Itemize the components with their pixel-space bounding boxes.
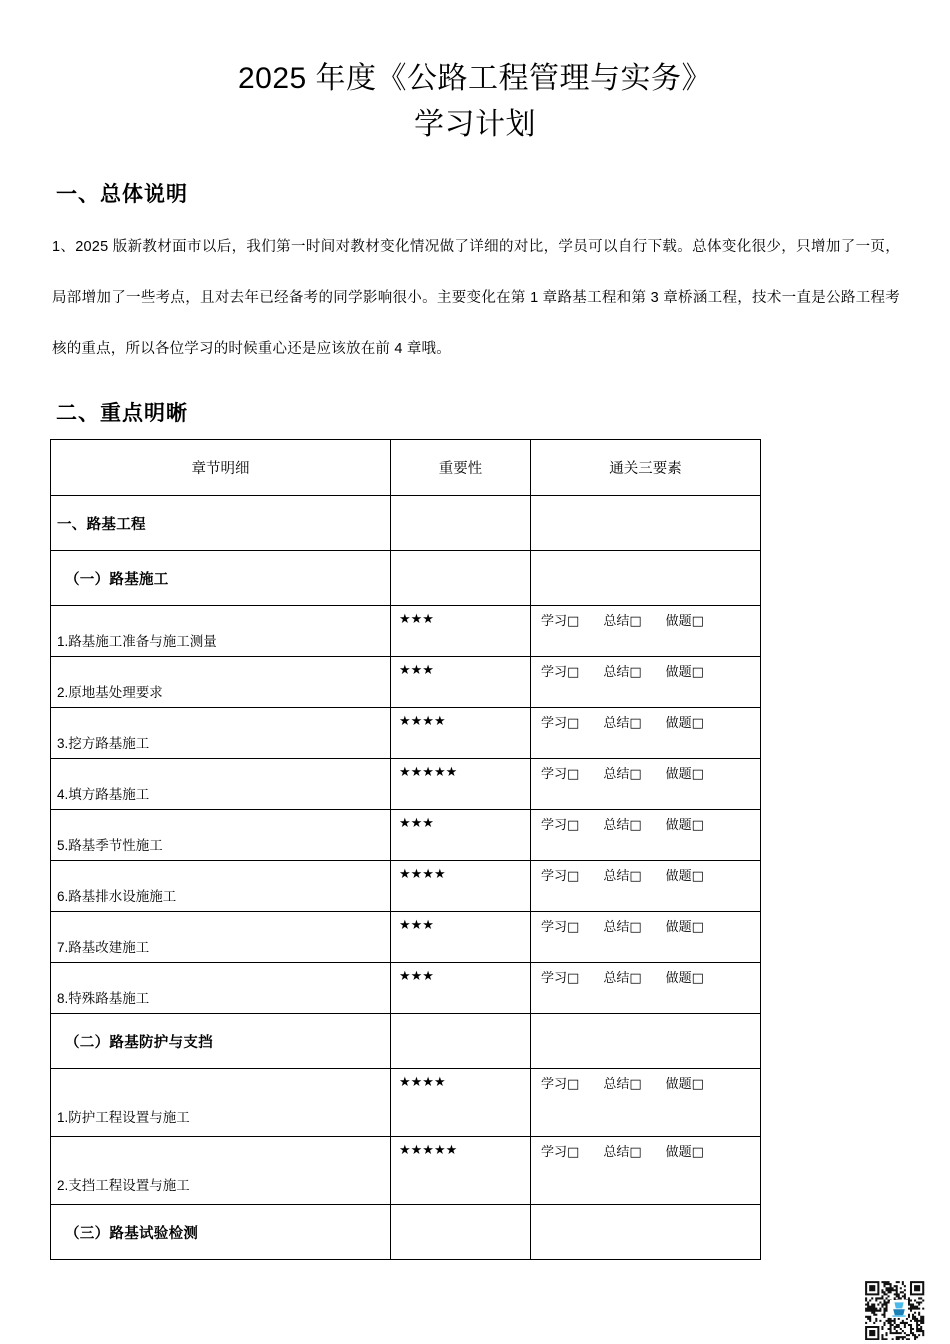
checkbox-practice-label: 做题 xyxy=(665,971,692,986)
header-cell-three-elements: 通关三要素 xyxy=(531,440,761,496)
checkbox-practice-box-icon[interactable]: □ xyxy=(691,920,704,935)
table-group-row xyxy=(51,1014,761,1069)
checkbox-practice[interactable] xyxy=(666,665,704,681)
cell-three-elements xyxy=(531,708,761,759)
checkbox-study[interactable] xyxy=(541,716,579,732)
cell-importance xyxy=(391,496,531,551)
table-group-row xyxy=(51,551,761,606)
importance-stars: ★★★★ xyxy=(399,1075,446,1090)
checkbox-practice-label: 做题 xyxy=(665,1145,692,1160)
checkbox-summary-label: 总结 xyxy=(603,1077,630,1092)
checkbox-summary[interactable] xyxy=(603,665,641,681)
cell-importance xyxy=(391,606,531,657)
checkbox-study-label: 学习 xyxy=(541,614,568,629)
checkbox-summary-label: 总结 xyxy=(603,665,630,680)
cell-three-elements xyxy=(531,657,761,708)
chapter-detail-wrapper xyxy=(51,861,390,911)
checkbox-study[interactable] xyxy=(541,920,579,936)
chapter-detail-wrapper xyxy=(51,1069,390,1136)
checkbox-study-box-icon[interactable]: □ xyxy=(567,869,580,884)
cell-importance xyxy=(391,1014,531,1069)
cell-three-elements xyxy=(531,912,761,963)
importance-stars: ★★★ xyxy=(399,918,434,933)
checkbox-summary[interactable] xyxy=(603,1077,641,1093)
importance-stars xyxy=(391,1014,530,1020)
chapter-detail-wrapper xyxy=(51,657,390,707)
cell-importance xyxy=(391,1137,531,1205)
cell-three-elements xyxy=(531,1069,761,1137)
checkbox-summary-box-icon[interactable]: □ xyxy=(629,869,642,884)
checkbox-summary[interactable] xyxy=(603,920,641,936)
importance-stars xyxy=(391,496,530,502)
cell-three-elements xyxy=(531,810,761,861)
checkbox-study[interactable] xyxy=(541,818,579,834)
checkbox-summary-box-icon[interactable]: □ xyxy=(629,971,642,986)
section-heading-overview: 一、总体说明 xyxy=(56,183,188,206)
chapter-detail-label: 1.路基施工准备与施工测量 xyxy=(57,634,217,649)
checkbox-study-box-icon[interactable]: □ xyxy=(567,614,580,629)
chapter-detail-wrapper xyxy=(51,963,390,1013)
checkbox-summary-box-icon[interactable]: □ xyxy=(629,1145,642,1160)
importance-stars: ★★★★ xyxy=(399,867,446,882)
page-title xyxy=(0,0,950,148)
checkbox-study-box-icon[interactable]: □ xyxy=(567,767,580,782)
checkbox-practice[interactable] xyxy=(666,1145,704,1161)
checkbox-practice-label: 做题 xyxy=(665,665,692,680)
study-plan-table-container xyxy=(0,427,950,1260)
chapter-detail-label: 1.防护工程设置与施工 xyxy=(57,1110,190,1125)
cell-chapter-detail xyxy=(51,551,391,606)
cell-importance xyxy=(391,861,531,912)
checkbox-summary-label: 总结 xyxy=(603,920,630,935)
chapter-detail-label: 3.挖方路基施工 xyxy=(57,736,150,751)
cell-chapter-detail xyxy=(51,1205,391,1260)
checkbox-summary-box-icon[interactable]: □ xyxy=(629,767,642,782)
checkbox-study-label: 学习 xyxy=(541,665,568,680)
three-elements-checkboxes xyxy=(531,657,760,681)
checkbox-summary[interactable] xyxy=(603,767,641,783)
chapter-detail-label: 8.特殊路基施工 xyxy=(57,991,150,1006)
three-elements-checkboxes xyxy=(531,1137,760,1161)
checkbox-practice-label: 做题 xyxy=(665,716,692,731)
checkbox-study[interactable] xyxy=(541,767,579,783)
table-group-row xyxy=(51,496,761,551)
cell-chapter-detail xyxy=(51,810,391,861)
checkbox-practice-box-icon[interactable]: □ xyxy=(691,971,704,986)
checkbox-practice-label: 做题 xyxy=(665,818,692,833)
checkbox-practice[interactable] xyxy=(666,920,704,936)
checkbox-summary-label: 总结 xyxy=(603,869,630,884)
checkbox-study-box-icon[interactable]: □ xyxy=(567,665,580,680)
chapter-detail-label: 2.支挡工程设置与施工 xyxy=(57,1178,190,1193)
table-row xyxy=(51,657,761,708)
table-row xyxy=(51,963,761,1014)
title-line-1: 2025 年度《公路工程管理与实务》 xyxy=(237,62,713,95)
checkbox-summary-label: 总结 xyxy=(603,971,630,986)
checkbox-practice[interactable] xyxy=(666,869,704,885)
three-elements-checkboxes xyxy=(531,912,760,936)
three-elements-checkboxes xyxy=(531,810,760,834)
checkbox-summary-box-icon[interactable]: □ xyxy=(629,614,642,629)
checkbox-study[interactable] xyxy=(541,869,579,885)
cell-chapter-detail xyxy=(51,1069,391,1137)
chapter-group-label: （一）路基施工 xyxy=(65,572,169,588)
chapter-group-label: 一、路基工程 xyxy=(57,517,146,533)
chapter-detail-wrapper xyxy=(51,759,390,809)
checkbox-summary-label: 总结 xyxy=(603,818,630,833)
cell-importance xyxy=(391,912,531,963)
table-header-row xyxy=(51,440,761,496)
checkbox-study[interactable] xyxy=(541,614,579,630)
cell-three-elements xyxy=(531,861,761,912)
cell-three-elements xyxy=(531,551,761,606)
three-elements-checkboxes xyxy=(531,708,760,732)
checkbox-summary[interactable] xyxy=(603,614,641,630)
checkbox-study-box-icon[interactable]: □ xyxy=(567,1145,580,1160)
checkbox-study-label: 学习 xyxy=(541,971,568,986)
checkbox-practice[interactable] xyxy=(666,614,704,630)
chapter-detail-wrapper xyxy=(51,912,390,962)
checkbox-summary[interactable] xyxy=(603,1145,641,1161)
checkbox-study-label: 学习 xyxy=(541,1145,568,1160)
checkbox-practice-label: 做题 xyxy=(665,869,692,884)
importance-stars: ★★★★★ xyxy=(399,765,458,780)
checkbox-practice[interactable] xyxy=(666,1077,704,1093)
section-heading-key-points: 二、重点明晰 xyxy=(56,402,188,425)
chapter-detail-wrapper xyxy=(51,1137,390,1204)
checkbox-summary[interactable] xyxy=(603,971,641,987)
checkbox-summary[interactable] xyxy=(603,716,641,732)
cell-three-elements xyxy=(531,963,761,1014)
checkbox-study[interactable] xyxy=(541,971,579,987)
cell-chapter-detail xyxy=(51,912,391,963)
chapter-group-label: （二）路基防护与支挡 xyxy=(65,1035,213,1051)
importance-stars: ★★★ xyxy=(399,816,434,831)
checkbox-study[interactable] xyxy=(541,1145,579,1161)
chapter-detail-wrapper xyxy=(51,606,390,656)
checkbox-practice-box-icon[interactable]: □ xyxy=(691,1077,704,1092)
checkbox-practice[interactable] xyxy=(666,971,704,987)
checkbox-summary-box-icon[interactable]: □ xyxy=(629,716,642,731)
cell-importance xyxy=(391,551,531,606)
checkbox-study-box-icon[interactable]: □ xyxy=(567,920,580,935)
importance-stars: ★★★ xyxy=(399,612,434,627)
checkbox-practice[interactable] xyxy=(666,767,704,783)
cell-chapter-detail xyxy=(51,496,391,551)
cell-three-elements xyxy=(531,606,761,657)
checkbox-summary-label: 总结 xyxy=(603,767,630,782)
checkbox-practice-box-icon[interactable]: □ xyxy=(691,869,704,884)
importance-stars: ★★★★★ xyxy=(399,1143,458,1158)
study-plan-table xyxy=(50,439,761,1260)
qr-code[interactable] xyxy=(864,1278,932,1340)
chapter-group-label: （三）路基试验检测 xyxy=(65,1226,199,1242)
cell-chapter-detail xyxy=(51,708,391,759)
chapter-detail-wrapper xyxy=(51,810,390,860)
checkbox-study-label: 学习 xyxy=(541,869,568,884)
importance-stars xyxy=(391,1205,530,1211)
table-row xyxy=(51,606,761,657)
checkbox-study[interactable] xyxy=(541,1077,579,1093)
cell-chapter-detail xyxy=(51,1137,391,1205)
checkbox-study-label: 学习 xyxy=(541,767,568,782)
checkbox-summary[interactable] xyxy=(603,869,641,885)
cell-importance xyxy=(391,657,531,708)
chapter-detail-label: 4.填方路基施工 xyxy=(57,787,150,802)
table-row xyxy=(51,1069,761,1137)
three-elements-checkboxes xyxy=(531,1069,760,1093)
checkbox-study-box-icon[interactable]: □ xyxy=(567,1077,580,1092)
cell-three-elements xyxy=(531,1137,761,1205)
checkbox-study[interactable] xyxy=(541,665,579,681)
cell-importance xyxy=(391,810,531,861)
cell-importance xyxy=(391,1069,531,1137)
checkbox-summary[interactable] xyxy=(603,818,641,834)
checkbox-study-box-icon[interactable]: □ xyxy=(567,971,580,986)
checkbox-practice[interactable] xyxy=(666,716,704,732)
cell-importance xyxy=(391,963,531,1014)
table-row xyxy=(51,1137,761,1205)
checkbox-summary-box-icon[interactable]: □ xyxy=(629,920,642,935)
importance-stars: ★★★ xyxy=(399,663,434,678)
checkbox-study-label: 学习 xyxy=(541,1077,568,1092)
chapter-detail-wrapper xyxy=(51,708,390,758)
checkbox-practice-box-icon[interactable]: □ xyxy=(691,767,704,782)
study-plan-table-body xyxy=(51,440,761,1260)
table-row xyxy=(51,912,761,963)
cell-chapter-detail xyxy=(51,1014,391,1069)
checkbox-practice-label: 做题 xyxy=(665,920,692,935)
checkbox-practice-box-icon[interactable]: □ xyxy=(691,818,704,833)
three-elements-checkboxes xyxy=(531,759,760,783)
cell-importance xyxy=(391,708,531,759)
cell-three-elements xyxy=(531,1014,761,1069)
table-row xyxy=(51,810,761,861)
cell-chapter-detail xyxy=(51,606,391,657)
checkbox-summary-box-icon[interactable]: □ xyxy=(629,665,642,680)
cell-chapter-detail xyxy=(51,657,391,708)
importance-stars: ★★★ xyxy=(399,969,434,984)
importance-stars xyxy=(391,551,530,557)
checkbox-practice-box-icon[interactable]: □ xyxy=(691,1145,704,1160)
cell-three-elements xyxy=(531,1205,761,1260)
cell-three-elements xyxy=(531,759,761,810)
checkbox-practice-box-icon[interactable]: □ xyxy=(691,614,704,629)
overview-paragraph: 1、2025 版新教材面市以后，我们第一时间对教材变化情况做了详细的对比，学员可以自行下载。总体变化很少，只增加了一页，局部增加了一些考点，且对去年已经备考的同学影响很小。主要变化在第 1 章路基工程和第 3 章桥涵工程，技术一直是公路工程考核的重点，所以各位学习的时候重心还是应该放在前 4 章哦。 xyxy=(52,239,900,357)
checkbox-study-box-icon[interactable]: □ xyxy=(567,716,580,731)
cell-importance xyxy=(391,759,531,810)
chapter-detail-label: 5.路基季节性施工 xyxy=(57,838,163,853)
chapter-detail-label: 6.路基排水设施施工 xyxy=(57,889,177,904)
checkbox-practice[interactable] xyxy=(666,818,704,834)
three-elements-checkboxes xyxy=(531,963,760,987)
header-cell-detail: 章节明细 xyxy=(51,440,391,496)
checkbox-summary-box-icon[interactable]: □ xyxy=(629,818,642,833)
table-group-row xyxy=(51,1205,761,1260)
app-logo-icon xyxy=(890,1300,908,1318)
checkbox-study-label: 学习 xyxy=(541,716,568,731)
cell-chapter-detail xyxy=(51,759,391,810)
checkbox-practice-label: 做题 xyxy=(665,767,692,782)
cell-chapter-detail xyxy=(51,861,391,912)
checkbox-study-label: 学习 xyxy=(541,818,568,833)
three-elements-checkboxes xyxy=(531,861,760,885)
three-elements-checkboxes xyxy=(531,606,760,630)
cell-importance xyxy=(391,1205,531,1260)
importance-stars: ★★★★ xyxy=(399,714,446,729)
table-row xyxy=(51,861,761,912)
checkbox-practice-box-icon[interactable]: □ xyxy=(691,665,704,680)
table-row xyxy=(51,708,761,759)
cell-three-elements xyxy=(531,496,761,551)
checkbox-practice-label: 做题 xyxy=(665,1077,692,1092)
table-row xyxy=(51,759,761,810)
checkbox-study-label: 学习 xyxy=(541,920,568,935)
checkbox-practice-label: 做题 xyxy=(665,614,692,629)
checkbox-summary-label: 总结 xyxy=(603,1145,630,1160)
qr-code-icon xyxy=(864,1278,932,1340)
checkbox-summary-label: 总结 xyxy=(603,716,630,731)
cell-chapter-detail xyxy=(51,963,391,1014)
checkbox-summary-box-icon[interactable]: □ xyxy=(629,1077,642,1092)
checkbox-summary-label: 总结 xyxy=(603,614,630,629)
checkbox-practice-box-icon[interactable]: □ xyxy=(691,716,704,731)
chapter-detail-label: 7.路基改建施工 xyxy=(57,940,150,955)
header-cell-importance: 重要性 xyxy=(391,440,531,496)
checkbox-study-box-icon[interactable]: □ xyxy=(567,818,580,833)
title-line-2: 学习计划 xyxy=(414,108,536,141)
chapter-detail-label: 2.原地基处理要求 xyxy=(57,685,163,700)
